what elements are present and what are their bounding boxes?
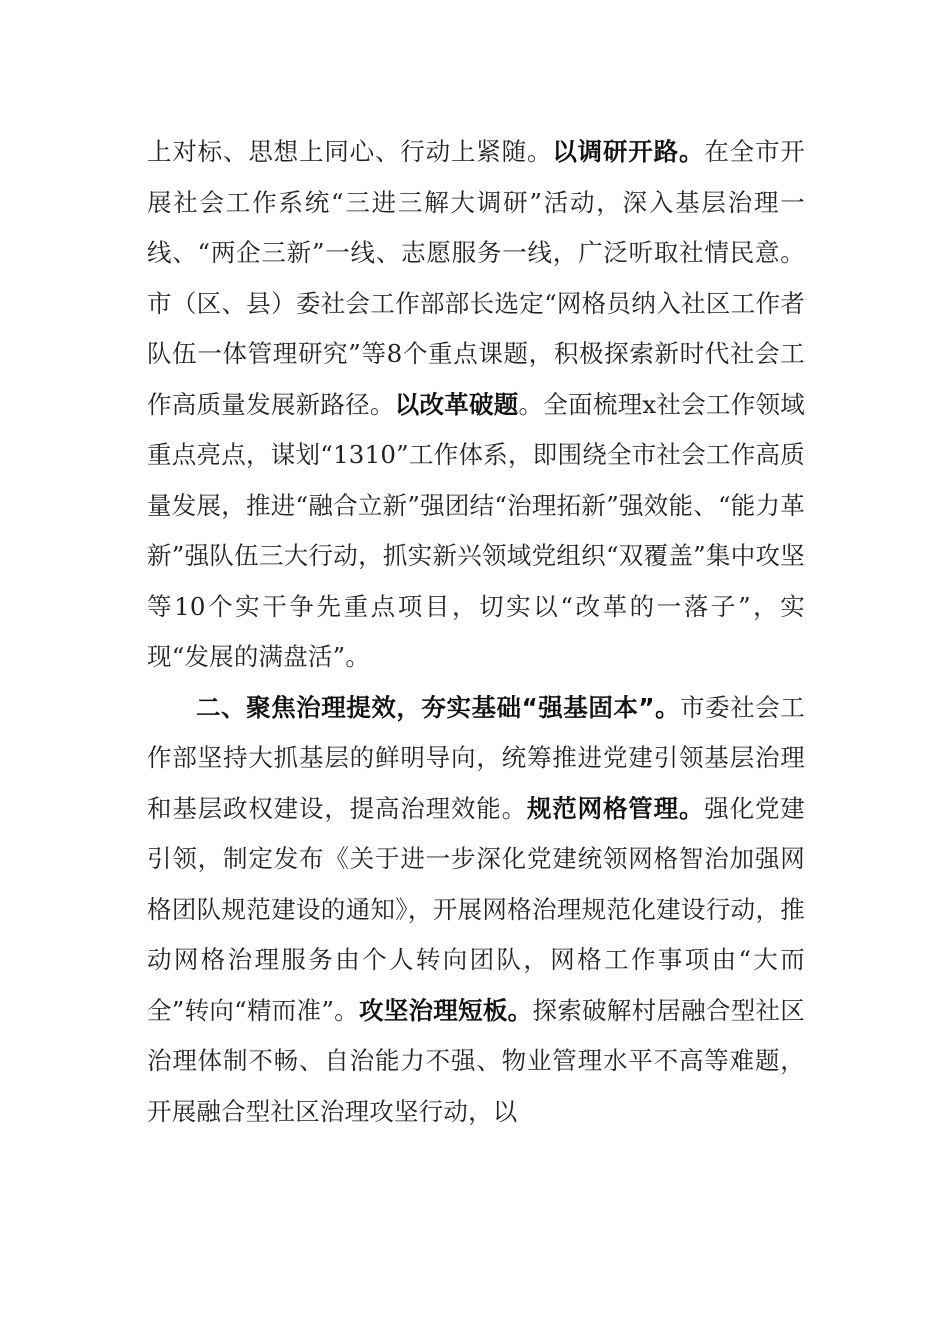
- paragraph-research-reform: [147, 127, 805, 683]
- paragraph-1-bold-research: 以调研开路。: [552, 137, 705, 166]
- paragraph-1-text-1: 上对标、思想上同心、行动上紧随。: [147, 137, 553, 166]
- paragraph-2-bold-shortboard: 攻坚治理短板。: [358, 995, 533, 1025]
- paragraph-1-bold-reform: 以改革破题: [394, 389, 519, 419]
- paragraph-1-text-3: 。全面梳理x社会工作领域重点亮点，谋划“1310”工作体系，即围绕全市社会工作高质量发展，推进“融合立新”强团结“治理拓新”强效能、“能力革新”强队伍三大行动，抓实新兴领域党组织“双覆盖”集中攻坚等10个实干争先重点项目，切实以“改革的一落子”，实现“发展的满盘活”。: [147, 389, 806, 671]
- paragraph-2-text-3: 探索破解村居融合型社区治理体制不畅、自治能力不强、物业管理水平不高等难题，开展融合型社区治理攻坚行动，以: [147, 995, 805, 1126]
- paragraph-governance: [147, 683, 805, 1138]
- section-heading-governance: 二、聚焦治理提效，夯实基础“强基固本”。: [196, 692, 681, 722]
- paragraph-2-bold-grid: 规范网格管理。: [526, 793, 705, 823]
- document-body: [147, 127, 805, 1137]
- paragraph-2-text-2: 强化党建引领，制定发布《关于进一步深化党建统领网格智治加强网格团队规范建设的通知》，开展网格治理规范化建设行动，推动网格治理服务由个人转向团队，网格工作事项由“大而全”转向“精而准”。: [147, 793, 805, 1025]
- paragraph-2-text-1: 市委社会工作部坚持大抓基层的鲜明导向，统筹推进党建引领基层治理和基层政权建设，提高治理效能。: [147, 692, 806, 823]
- paragraph-1-text-2: 在全市开展社会工作系统“三进三解大调研”活动，深入基层治理一线、“两企三新”一线、志愿服务一线，广泛听取社情民意。市（区、县）委社会工作部部长选定“网格员纳入社区工作者队伍一体管理研究”等8个重点课题，积极探索新时代社会工作高质量发展新路径。: [147, 137, 806, 419]
